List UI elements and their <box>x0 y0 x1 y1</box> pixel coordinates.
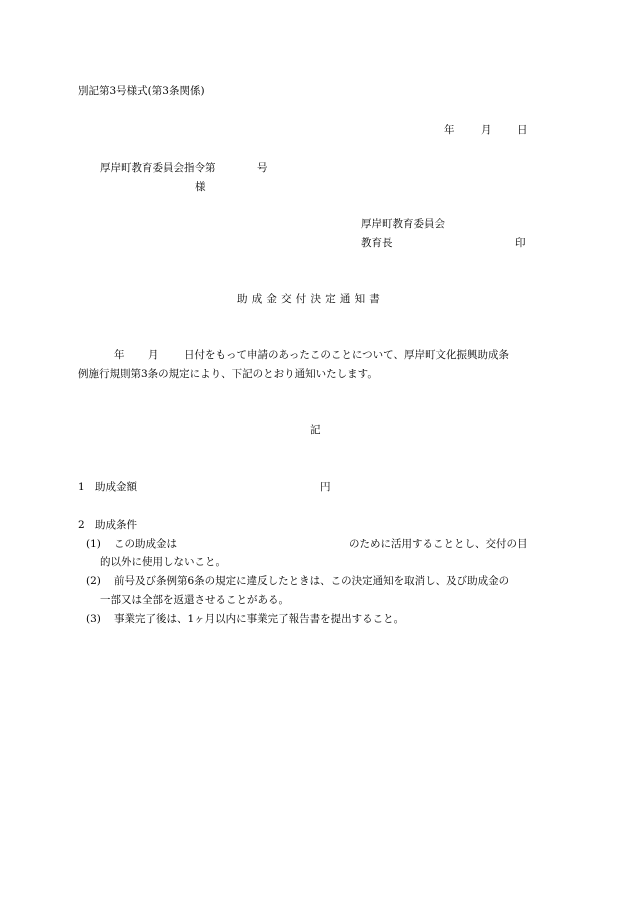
item2-number: 2 <box>78 519 85 531</box>
item1-unit: 円 <box>320 481 331 493</box>
ki-label: 記 <box>310 424 321 436</box>
condition1-number: (1) <box>86 538 101 550</box>
addressee-suffix: 様 <box>195 181 206 193</box>
date-day-label: 日 <box>517 124 528 136</box>
body-text-line1: 日付をもって申請のあったこのことについて、厚岸町文化振興助成条 <box>184 349 509 361</box>
body-month-label: 月 <box>148 349 159 361</box>
date-month-label: 月 <box>481 124 492 136</box>
condition2-number: (2) <box>86 575 101 587</box>
form-label: 別記第3号様式(第3条関係) <box>78 85 205 97</box>
condition3-text: 事業完了後は、1ヶ月以内に事業完了報告書を提出すること。 <box>114 613 405 625</box>
body-year-label: 年 <box>114 349 125 361</box>
condition1-text-a: この助成金は <box>114 538 177 550</box>
directive-number-suffix: 号 <box>257 162 268 174</box>
seal-mark: 印 <box>515 237 526 249</box>
issuer-title: 教育長 <box>361 237 393 249</box>
issuer-org: 厚岸町教育委員会 <box>361 218 445 230</box>
condition1-text-b: のために活用することとし、交付の目 <box>349 538 528 550</box>
document-title: 助成金交付決定通知書 <box>237 293 384 305</box>
condition1-line2: 的以外に使用しないこと。 <box>100 556 226 568</box>
item1-number: 1 <box>78 481 85 493</box>
item2-label: 助成条件 <box>95 519 137 531</box>
condition2-line2: 一部又は全部を返還させることがある。 <box>100 594 289 606</box>
condition2-text: 前号及び条例第6条の規定に違反したときは、この決定通知を取消し、及び助成金の <box>114 575 510 587</box>
item1-label: 助成金額 <box>95 481 137 493</box>
date-year-label: 年 <box>444 124 455 136</box>
condition3-number: (3) <box>86 613 101 625</box>
directive-label: 厚岸町教育委員会指令第 <box>100 162 216 174</box>
body-text-line2: 例施行規則第3条の規定により、下記のとおり通知いたします。 <box>78 368 378 380</box>
